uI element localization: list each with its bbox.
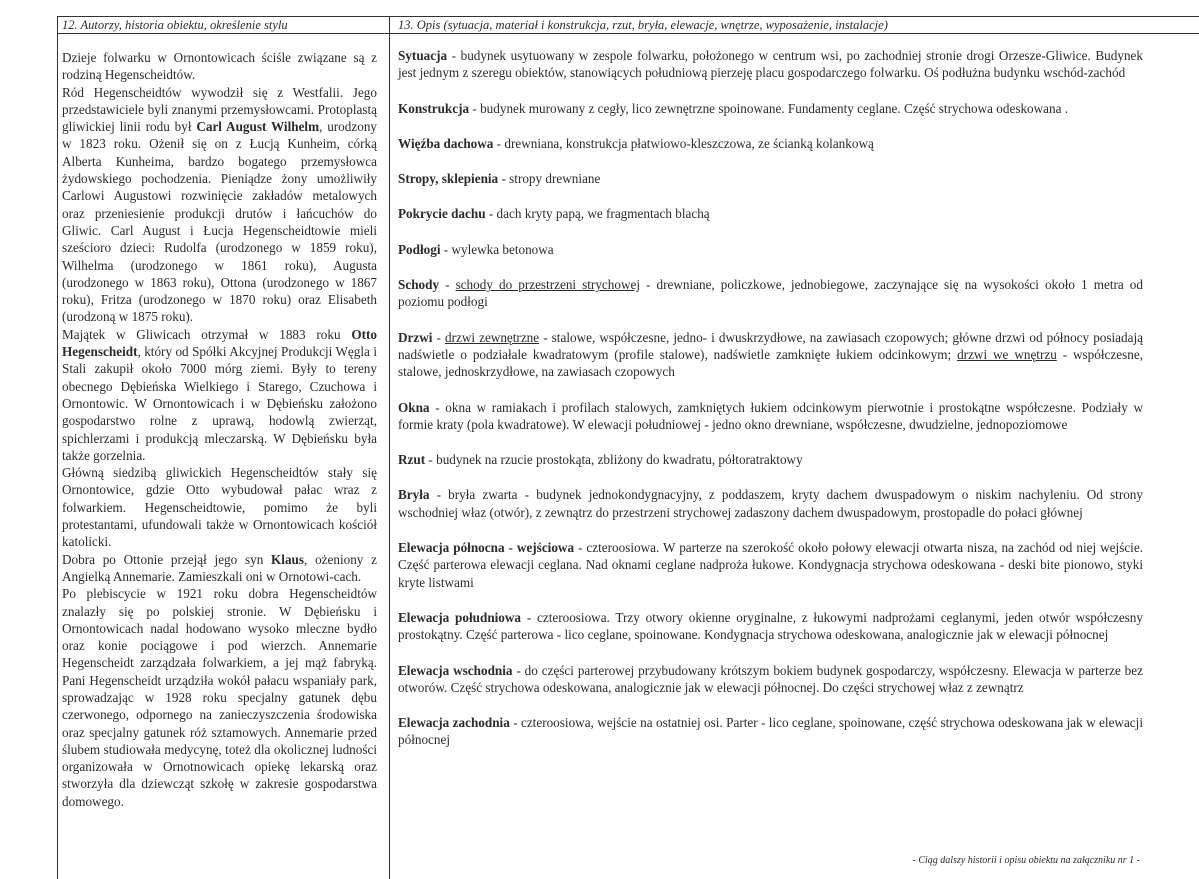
section-text: - budynek na rzucie prostokąta, zbliżony do kwadratu, półtoratraktowy xyxy=(425,452,803,468)
section-title: Więźba dachowa xyxy=(398,135,494,151)
section-text: - czteroosiowa. W parterze na szerokość około połowy elewacji otwarta nisza, na zachód od niej wejście. Część parterowa elewacji ceglana. Nad oknami ceglane nadproża łukowe. Kondygnacja strychowa odeskowana - deski bite pionowo, styki kryte listwami xyxy=(398,540,1143,590)
section-rzut xyxy=(398,451,1143,468)
section-title: Sytuacja xyxy=(398,48,448,63)
section-elewacja-polnocna xyxy=(398,539,1143,591)
section-wiezba xyxy=(398,135,1143,152)
history-paragraph xyxy=(62,84,377,326)
section-title: Schody xyxy=(398,277,440,293)
history-text: Dobra po Ottonie przejął jego syn xyxy=(62,551,264,567)
section-text: - xyxy=(439,277,456,293)
section-drzwi xyxy=(398,329,1143,381)
section-pokrycie xyxy=(398,205,1143,222)
section-text: - okna w ramiakach i profilach stalowych, zamkniętych łukiem odcinkowym pierwotnie i prostokątne współczesne. Podziały w formie kraty (pola kwadratowe). W elewacji południowej - jedno okno drewniane, współczesne, dwudzielne, jednopoziomowe xyxy=(398,399,1143,432)
section-title: Drzwi xyxy=(398,329,433,345)
history-text: , ożeniony z Angielką Annemarie. Zamieszkali oni w Ornotowi-cach. xyxy=(62,551,377,584)
description-column-header: 13. Opis (sytuacja, materiał i konstrukcja, rzut, bryła, elewacje, wnętrze, wyposażenie, instalacje) xyxy=(398,18,888,32)
history-text: Po plebiscycie w 1921 roku dobra Hegenscheidtów znalazły się po polskiej stronie. W Dębieńsku i Ornontowicach nadal hodowano wysoko mleczne bydło oraz konie pociągowe i pod wierzch. Annemarie Hegenscheidt zarządzała folwarkiem, a jej mąż fabryką. Pani Hegenscheidt urządziła wokół pałacu wspaniały park, sprowadzając w 1928 roku specjalny gatunek dębu czerwonego, odpornego na zanieczyszczenia środowiska oraz specjalny gatunek róż sztamowych. Annemarie przed ślubem studiowała medycynę, toteż dla okolicznej ludności organizowała w Ornotnowicach opiekę lekarską oraz stworzyła dla dziewcząt szkołę w zakresie gospodarstwa domowego. xyxy=(62,586,377,809)
section-title: Bryła xyxy=(398,487,430,503)
section-text: - współczesne, stalowe, jednoskrzydłowe, na zawiasach czopowych xyxy=(398,346,1143,380)
history-text: Dzieje folwarku w Ornontowicach ściśle związane są z rodziną Hegenscheidtów. xyxy=(62,50,377,83)
section-title: Stropy, sklepienia xyxy=(398,171,499,187)
continuation-note: - Ciąg dalszy historii i opisu obiektu na załączniku nr 1 - xyxy=(912,855,1140,866)
underlined-term: schody do przestrzeni strychowej xyxy=(455,277,640,293)
section-text: - dach kryty papą, we fragmentach blachą xyxy=(485,206,710,222)
section-text: - czteroosiowa, wejście na ostatniej osi. Parter - lico ceglane, spoinowane, część strychowa odeskowana jak w elewacji północnej xyxy=(398,715,1143,748)
section-title: Okna xyxy=(398,399,430,415)
section-text: - bryła zwarta - budynek jednokondygnacyjny, z poddaszem, kryty dachem dwuspadowym o niskim nachyleniu. Od strony wschodniej właz (otwór), z zewnątrz do przestrzeni strychowej zadaszony dachem dwuspadowym, prostopadle do połaci głównej xyxy=(398,487,1143,520)
section-podlogi xyxy=(398,241,1143,258)
person-name: Carl August Wilhelm xyxy=(196,119,320,135)
history-column-header: 12. Autorzy, historia obiektu, określenie stylu xyxy=(62,18,288,32)
section-konstrukcja xyxy=(398,100,1143,117)
section-elewacja-wschodnia xyxy=(398,662,1143,697)
section-text: - drewniane, policzkowe, jednobiegowe, zaczynające się na wysokości około 1 metra od poziomu podłogi xyxy=(398,277,1143,310)
section-text: - wylewka betonowa xyxy=(440,241,554,257)
section-text: - xyxy=(432,329,445,345)
section-elewacja-poludniowa xyxy=(398,609,1143,644)
section-schody xyxy=(398,276,1143,311)
section-title: Elewacja południowa xyxy=(398,609,522,625)
section-title: Rzut xyxy=(398,452,426,468)
section-title: Konstrukcja xyxy=(398,100,470,116)
history-paragraph xyxy=(62,464,377,550)
section-text: - do części parterowej przybudowany krótszym bokiem budynek gospodarczy, współczesny. Elewacja w parterze bez otworów. Część strychowa odeskowana, analogicznie jak w elewacji północnej. Do części strychowej właz z zewnątrz xyxy=(398,662,1143,695)
history-paragraph xyxy=(62,49,377,84)
section-text: - stropy drewniane xyxy=(498,171,601,187)
description-column xyxy=(398,47,1143,767)
section-text: - budynek usytuowany w zespole folwarku, położonego w centrum wsi, po zachodniej stronie drogi Orzesze-Gliwice. Budynek jest jednym z szeregu obiektów, stanowiących południową pierzeję placu gospodarczego folwarku. Oś podłużna budynku wschód-zachód xyxy=(398,48,1143,81)
section-sytuacja xyxy=(398,47,1143,82)
section-title: Elewacja zachodnia xyxy=(398,715,510,731)
section-text: - budynek murowany z cegły, lico zewnętrzne spoinowane. Fundamenty ceglane. Część strychowa odeskowana . xyxy=(469,100,1069,116)
history-paragraph xyxy=(62,551,377,586)
section-text: - stalowe, współczesne, jedno- i dwuskrzydłowe, na zawiasach czopowych; główne drzwi od północy posiadają nadświetle o podziałale kwadratowym (profile stalowe), nadświetle zamknięte łukiem odcinkowym; xyxy=(398,329,1143,362)
person-name: Otto Hegenscheidt xyxy=(62,326,378,360)
underlined-term: drzwi we wnętrzu xyxy=(957,346,1057,362)
history-paragraph xyxy=(62,585,377,810)
person-name: Klaus xyxy=(271,551,305,567)
history-text: Ród Hegenscheidtów wywodził się z Westfalii. Jego przedstawiciele byli znanymi przemysłowcami. Protoplastą gliwickiej linii rodu był xyxy=(62,84,377,135)
history-column xyxy=(62,49,377,810)
table-column-divider xyxy=(389,16,390,879)
section-stropy xyxy=(398,170,1143,187)
history-text: Majątek w Gliwicach otrzymał w 1883 roku xyxy=(62,326,341,342)
underlined-term: drzwi zewnętrzne xyxy=(444,329,540,345)
section-bryla xyxy=(398,486,1143,521)
table-border-left xyxy=(57,16,58,879)
section-text: - czteroosiowa. Trzy otwory okienne oryginalne, z łukowymi nadprożami ceglanymi, jeden otwór współczesny prostokątny. Część parterowa - lico ceglane, spoinowane. Kondygnacja strychowa odeskowana, analogicznie jak w elewacji północnej xyxy=(398,609,1143,643)
section-title: Elewacja wschodnia xyxy=(398,662,513,678)
history-text: , urodzony w 1823 roku. Ożenił się on z Łucją Kunheim, córką Alberta Kunheima, bardzo bogatego przemysłowca żydowskiego pochodzenia. Pieniądze żony umożliwiły Carlowi Augustowi rozwinięcie zakładów metalowych oraz przeniesienie produkcji drutów i łańcuchów do Gliwic. Carl August i Łucja Hegenscheidtowie mieli sześcioro dzieci: Rudolfa (urodzonego w 1859 roku), Wilhelma (urodzonego w 1861 roku), Augusta (urodzonego w 1863 roku), Ottona (urodzonego w 1867 roku), Fritza (urodzonego w 1870 roku) oraz Elisabeth (urodzoną w 1875 roku). xyxy=(62,119,378,325)
section-elewacja-zachodnia xyxy=(398,714,1143,749)
section-text: - drewniana, konstrukcja płatwiowo-kleszczowa, ze ścianką kolankową xyxy=(493,135,874,151)
section-title: Elewacja północna - wejściowa xyxy=(398,540,575,556)
section-okna xyxy=(398,399,1143,434)
history-text: , który od Spółki Akcyjnej Produkcji Węgla i Stali zakupił około 7000 mórg ziemi. Były to tereny obecnego Dębieńska Wielkiego i Starego, Czuchowa i Ornontowic. W Ornontowicach i w Dębieńsku założono gospodarstwo rolne z uprawą, hodowlą zwierząt, spichlerzami i produkcją mleczarską. W Dębieńsku była także gorzelnia. xyxy=(62,344,377,463)
history-text: Główną siedzibą gliwickich Hegenscheidtów stały się Ornontowice, gdzie Otto wybudował pałac wraz z folwarkiem. Hegenscheidtowie, pomimo że byli protestantami, ufundowali także w Ornontowicach kościół katolicki. xyxy=(62,465,377,550)
table-border-header xyxy=(57,33,1199,34)
history-paragraph xyxy=(62,326,377,464)
section-title: Pokrycie dachu xyxy=(398,206,486,222)
section-title: Podłogi xyxy=(398,241,441,257)
